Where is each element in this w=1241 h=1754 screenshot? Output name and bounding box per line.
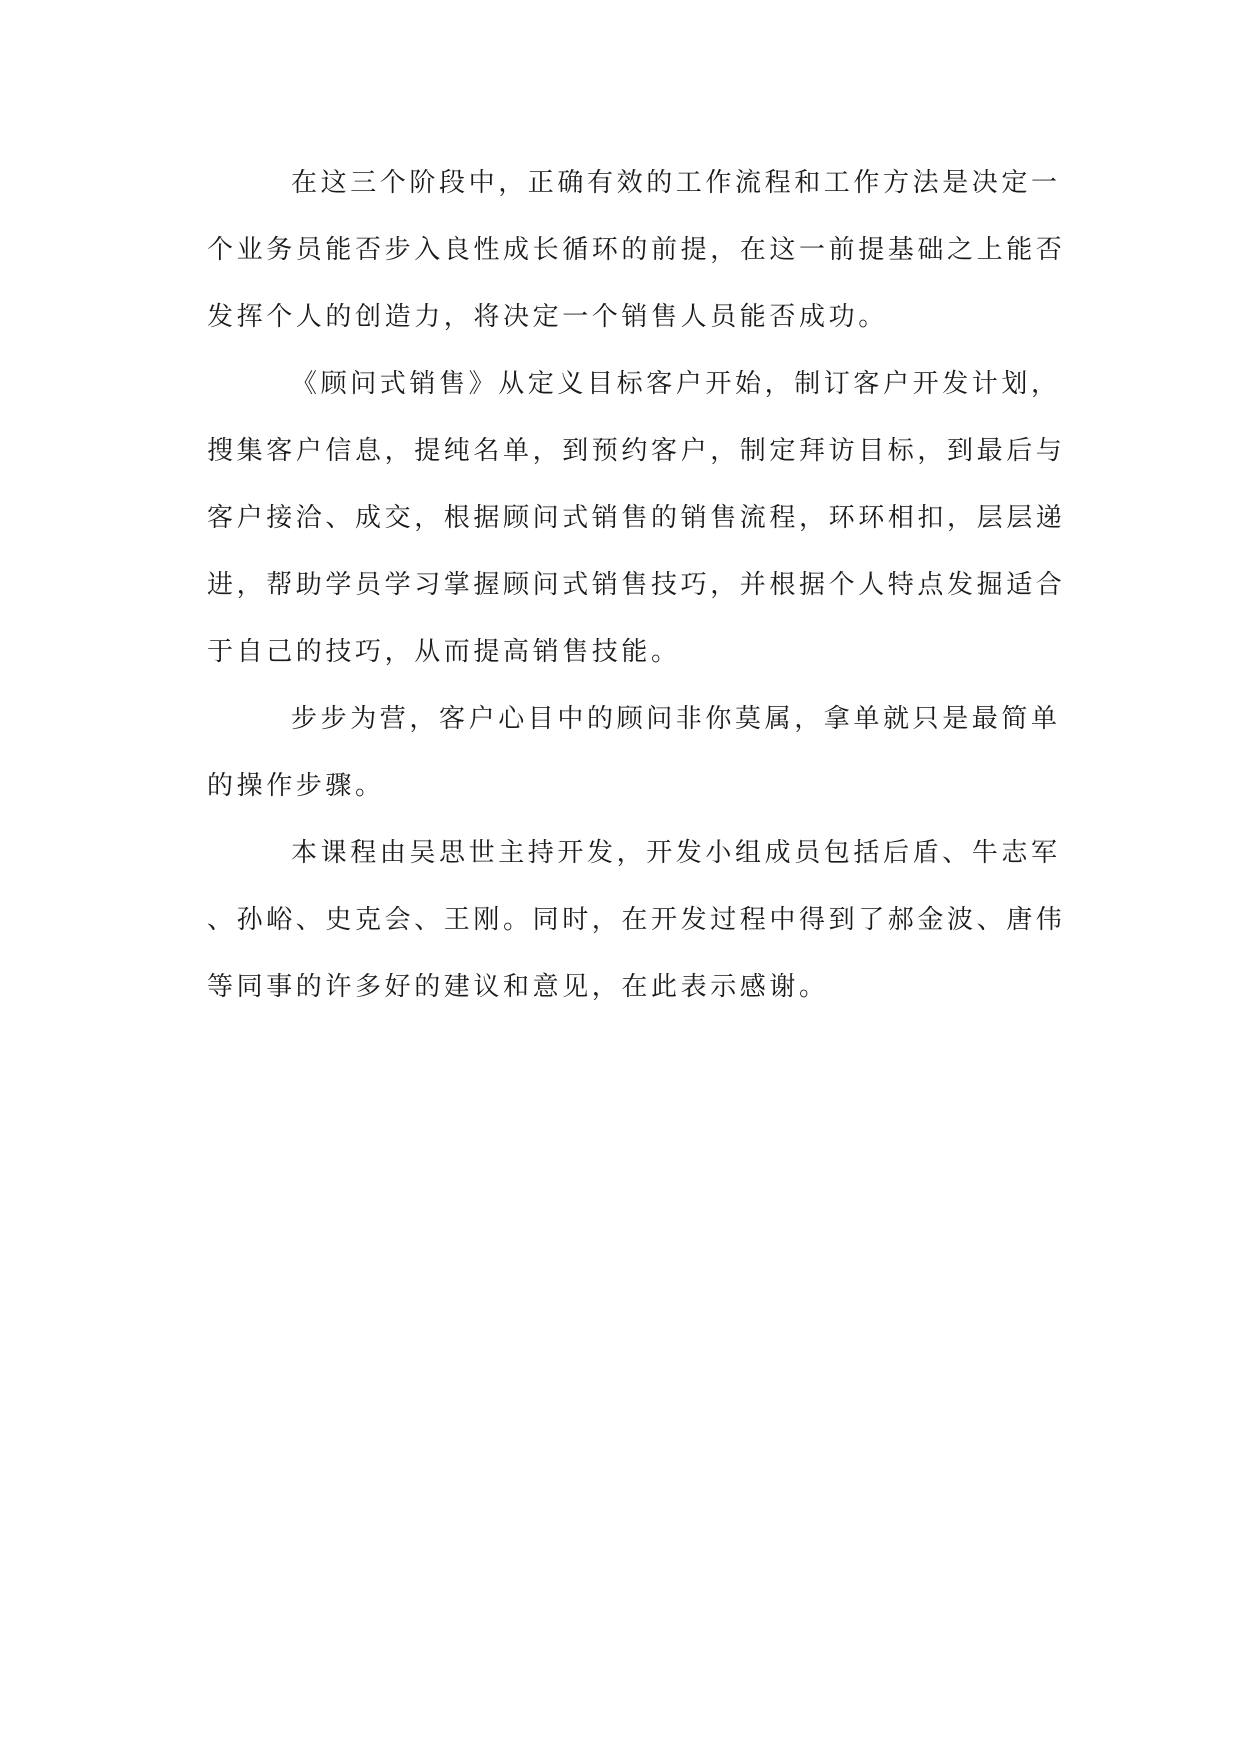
paragraph-line: 本课程由吴思世主持开发，开发小组成员包括后盾、牛志军 <box>291 838 1061 868</box>
paragraph-line: 发挥个人的创造力，将决定一个销售人员能否成功。 <box>207 302 888 332</box>
paragraph-line: 、孙峪、史克会、王刚。同时，在开发过程中得到了郝金波、唐伟 <box>207 905 1066 935</box>
paragraph-4 <box>207 820 1066 1021</box>
paragraph-3 <box>207 686 1061 820</box>
paragraph-line: 个业务员能否步入良性成长循环的前提，在这一前提基础之上能否 <box>207 235 1066 265</box>
paragraph-line: 搜集客户信息，提纯名单，到预约客户，制定拜访目标，到最后与 <box>207 436 1066 466</box>
paragraph-line: 于自己的技巧，从而提高销售技能。 <box>207 637 681 667</box>
paragraph-2 <box>207 351 1066 686</box>
paragraph-line: 等同事的许多好的建议和意见，在此表示感谢。 <box>207 972 829 1002</box>
paragraph-1 <box>207 150 1066 351</box>
paragraph-line: 的操作步骤。 <box>207 771 385 801</box>
paragraph-line: 在这三个阶段中，正确有效的工作流程和工作方法是决定一 <box>291 168 1061 198</box>
document-body <box>207 150 1066 1021</box>
paragraph-line: 《顾问式销售》从定义目标客户开始，制订客户开发计划， <box>291 369 1061 399</box>
paragraph-line: 进，帮助学员学习掌握顾问式销售技巧，并根据个人特点发掘适合 <box>207 570 1066 600</box>
paragraph-line: 步步为营，客户心目中的顾问非你莫属，拿单就只是最简单 <box>291 704 1061 734</box>
paragraph-line: 客户接洽、成交，根据顾问式销售的销售流程，环环相扣，层层递 <box>207 503 1066 533</box>
